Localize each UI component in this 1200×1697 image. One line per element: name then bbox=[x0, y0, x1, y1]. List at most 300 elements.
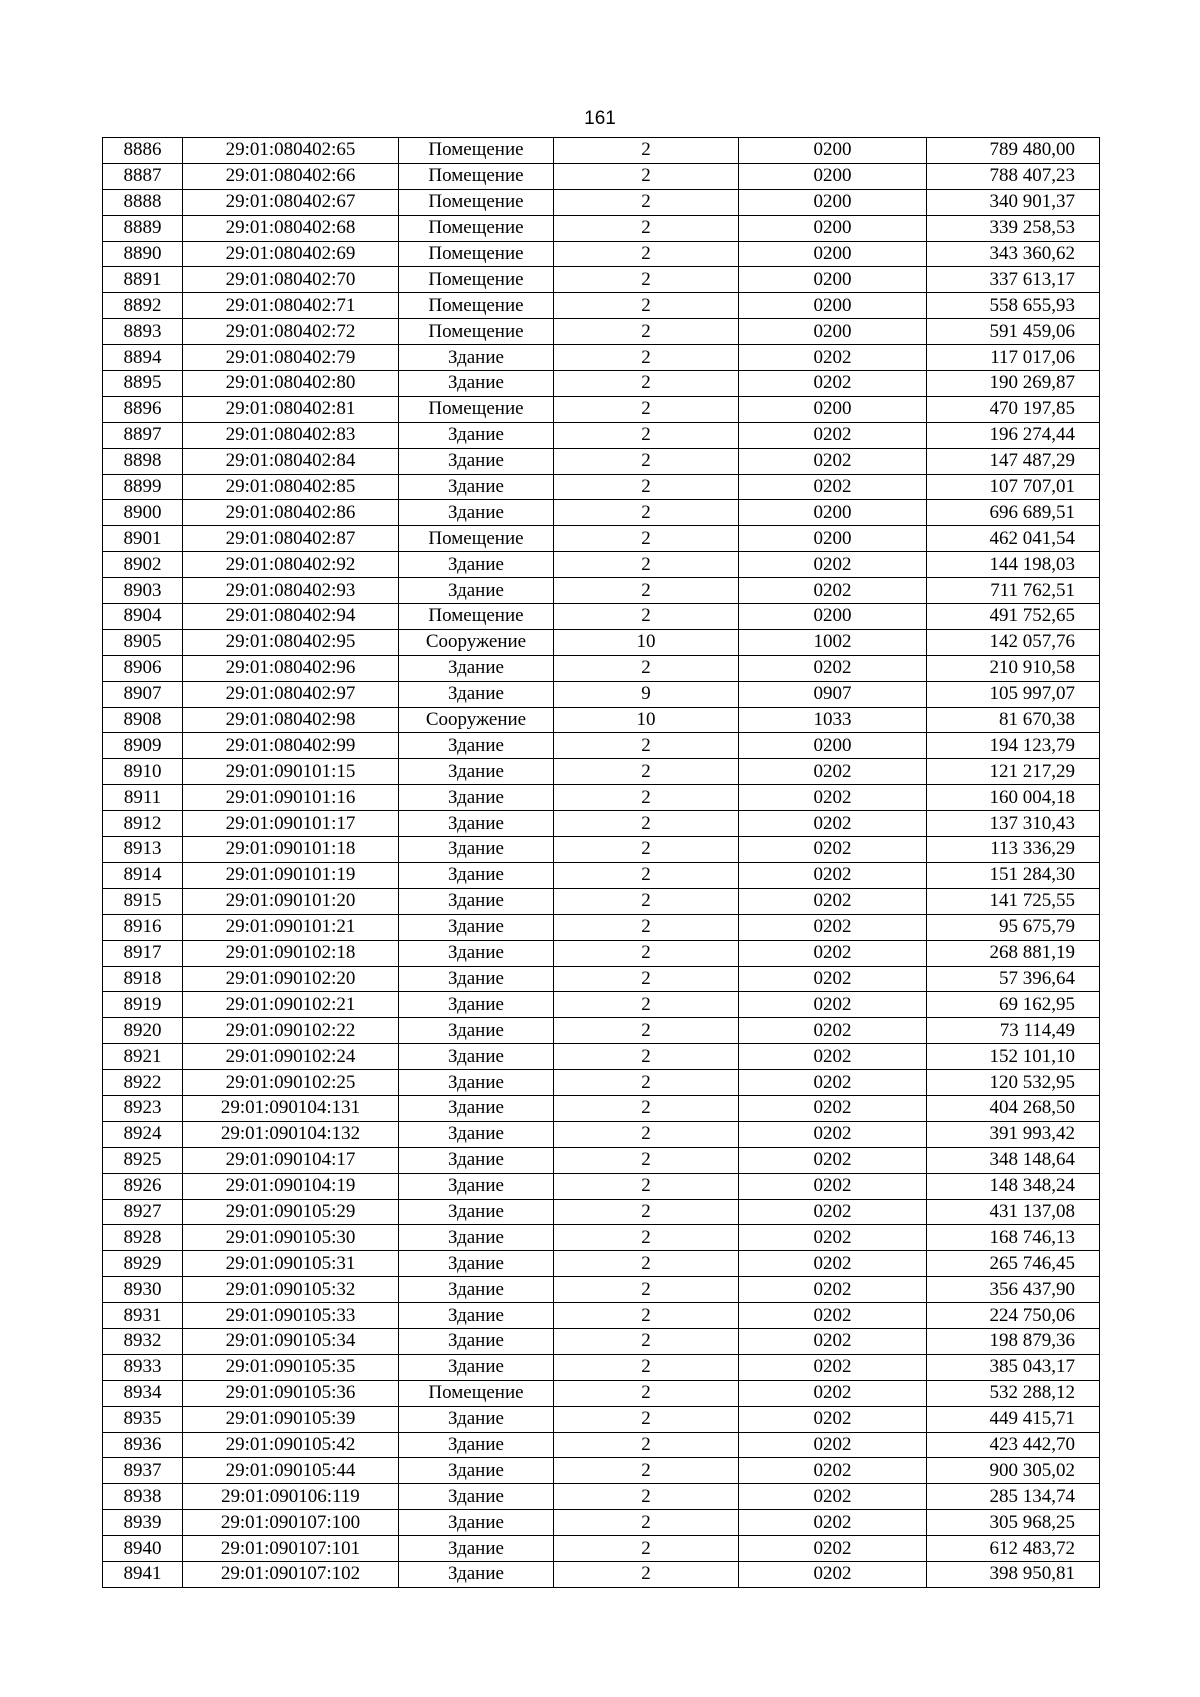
code-cell: 0200 bbox=[739, 526, 927, 552]
value-cell: 144 198,03 bbox=[927, 552, 1100, 578]
group-cell: 2 bbox=[554, 215, 739, 241]
value-cell: 391 993,42 bbox=[927, 1121, 1100, 1147]
code-cell: 0202 bbox=[739, 862, 927, 888]
table-row bbox=[103, 681, 1100, 707]
value-cell: 591 459,06 bbox=[927, 319, 1100, 345]
group-cell: 2 bbox=[554, 1354, 739, 1380]
code-cell: 0202 bbox=[739, 1121, 927, 1147]
group-cell: 2 bbox=[554, 189, 739, 215]
object-type-cell: Помещение bbox=[399, 267, 554, 293]
value-cell: 137 310,43 bbox=[927, 811, 1100, 837]
code-cell: 0202 bbox=[739, 759, 927, 785]
code-cell: 0202 bbox=[739, 1044, 927, 1070]
table-row bbox=[103, 1328, 1100, 1354]
code-cell: 0200 bbox=[739, 604, 927, 630]
cadastral-number-cell: 29:01:090105:42 bbox=[183, 1432, 399, 1458]
cadastral-number-cell: 29:01:080402:69 bbox=[183, 241, 399, 267]
object-type-cell: Здание bbox=[399, 1095, 554, 1121]
cadastral-number-cell: 29:01:090107:101 bbox=[183, 1536, 399, 1562]
table-row bbox=[103, 992, 1100, 1018]
cadastral-number-cell: 29:01:090102:21 bbox=[183, 992, 399, 1018]
group-cell: 2 bbox=[554, 888, 739, 914]
table-row bbox=[103, 785, 1100, 811]
table-body bbox=[103, 138, 1100, 1588]
cadastral-number-cell: 29:01:080402:87 bbox=[183, 526, 399, 552]
row-number-cell: 8893 bbox=[103, 319, 183, 345]
code-cell: 0202 bbox=[739, 1095, 927, 1121]
object-type-cell: Здание bbox=[399, 448, 554, 474]
group-cell: 2 bbox=[554, 267, 739, 293]
cadastral-number-cell: 29:01:080402:86 bbox=[183, 500, 399, 526]
value-cell: 340 901,37 bbox=[927, 189, 1100, 215]
row-number-cell: 8888 bbox=[103, 189, 183, 215]
code-cell: 0202 bbox=[739, 552, 927, 578]
table-row bbox=[103, 293, 1100, 319]
code-cell: 0202 bbox=[739, 1199, 927, 1225]
table-row bbox=[103, 1510, 1100, 1536]
object-type-cell: Здание bbox=[399, 888, 554, 914]
cadastral-number-cell: 29:01:090102:20 bbox=[183, 966, 399, 992]
row-number-cell: 8923 bbox=[103, 1095, 183, 1121]
code-cell: 0200 bbox=[739, 163, 927, 189]
table-row bbox=[103, 215, 1100, 241]
page-number: 161 bbox=[584, 108, 616, 129]
value-cell: 152 101,10 bbox=[927, 1044, 1100, 1070]
table-row bbox=[103, 189, 1100, 215]
group-cell: 2 bbox=[554, 448, 739, 474]
object-type-cell: Здание bbox=[399, 500, 554, 526]
table-row bbox=[103, 1173, 1100, 1199]
code-cell: 0200 bbox=[739, 189, 927, 215]
group-cell: 2 bbox=[554, 1406, 739, 1432]
code-cell: 0202 bbox=[739, 888, 927, 914]
group-cell: 2 bbox=[554, 422, 739, 448]
code-cell: 0200 bbox=[739, 396, 927, 422]
group-cell: 2 bbox=[554, 1536, 739, 1562]
code-cell: 0202 bbox=[739, 474, 927, 500]
table-row bbox=[103, 629, 1100, 655]
code-cell: 0200 bbox=[739, 293, 927, 319]
group-cell: 2 bbox=[554, 1277, 739, 1303]
table-row bbox=[103, 552, 1100, 578]
code-cell: 0200 bbox=[739, 215, 927, 241]
object-type-cell: Помещение bbox=[399, 241, 554, 267]
table-row bbox=[103, 1303, 1100, 1329]
group-cell: 2 bbox=[554, 345, 739, 371]
row-number-cell: 8910 bbox=[103, 759, 183, 785]
row-number-cell: 8890 bbox=[103, 241, 183, 267]
group-cell: 2 bbox=[554, 1121, 739, 1147]
table-row bbox=[103, 940, 1100, 966]
object-type-cell: Сооружение bbox=[399, 629, 554, 655]
group-cell: 2 bbox=[554, 1251, 739, 1277]
code-cell: 0200 bbox=[739, 138, 927, 164]
row-number-cell: 8891 bbox=[103, 267, 183, 293]
cadastral-number-cell: 29:01:080402:96 bbox=[183, 655, 399, 681]
code-cell: 0202 bbox=[739, 1536, 927, 1562]
object-type-cell: Здание bbox=[399, 1432, 554, 1458]
cadastral-number-cell: 29:01:080402:94 bbox=[183, 604, 399, 630]
row-number-cell: 8934 bbox=[103, 1380, 183, 1406]
cadastral-number-cell: 29:01:080402:66 bbox=[183, 163, 399, 189]
cadastral-number-cell: 29:01:080402:84 bbox=[183, 448, 399, 474]
cadastral-number-cell: 29:01:080402:85 bbox=[183, 474, 399, 500]
group-cell: 2 bbox=[554, 293, 739, 319]
value-cell: 95 675,79 bbox=[927, 914, 1100, 940]
value-cell: 160 004,18 bbox=[927, 785, 1100, 811]
table-row bbox=[103, 1147, 1100, 1173]
row-number-cell: 8912 bbox=[103, 811, 183, 837]
code-cell: 0202 bbox=[739, 992, 927, 1018]
value-cell: 57 396,64 bbox=[927, 966, 1100, 992]
value-cell: 337 613,17 bbox=[927, 267, 1100, 293]
cadastral-number-cell: 29:01:080402:83 bbox=[183, 422, 399, 448]
object-type-cell: Здание bbox=[399, 1070, 554, 1096]
table-row bbox=[103, 1277, 1100, 1303]
table-row bbox=[103, 1432, 1100, 1458]
value-cell: 190 269,87 bbox=[927, 371, 1100, 397]
group-cell: 2 bbox=[554, 1095, 739, 1121]
value-cell: 711 762,51 bbox=[927, 578, 1100, 604]
object-type-cell: Помещение bbox=[399, 163, 554, 189]
cadastral-number-cell: 29:01:080402:92 bbox=[183, 552, 399, 578]
group-cell: 2 bbox=[554, 500, 739, 526]
object-type-cell: Здание bbox=[399, 1354, 554, 1380]
object-type-cell: Здание bbox=[399, 837, 554, 863]
row-number-cell: 8902 bbox=[103, 552, 183, 578]
row-number-cell: 8916 bbox=[103, 914, 183, 940]
table-row bbox=[103, 371, 1100, 397]
object-type-cell: Здание bbox=[399, 1328, 554, 1354]
table-row bbox=[103, 966, 1100, 992]
value-cell: 151 284,30 bbox=[927, 862, 1100, 888]
group-cell: 2 bbox=[554, 914, 739, 940]
row-number-cell: 8939 bbox=[103, 1510, 183, 1536]
code-cell: 0202 bbox=[739, 1277, 927, 1303]
object-type-cell: Помещение bbox=[399, 215, 554, 241]
cadastral-number-cell: 29:01:080402:98 bbox=[183, 707, 399, 733]
code-cell: 0202 bbox=[739, 345, 927, 371]
table-row bbox=[103, 811, 1100, 837]
value-cell: 449 415,71 bbox=[927, 1406, 1100, 1432]
table-row bbox=[103, 1536, 1100, 1562]
table-row bbox=[103, 655, 1100, 681]
object-type-cell: Помещение bbox=[399, 138, 554, 164]
object-type-cell: Здание bbox=[399, 1199, 554, 1225]
object-type-cell: Здание bbox=[399, 785, 554, 811]
code-cell: 0200 bbox=[739, 241, 927, 267]
object-type-cell: Здание bbox=[399, 1303, 554, 1329]
value-cell: 147 487,29 bbox=[927, 448, 1100, 474]
row-number-cell: 8937 bbox=[103, 1458, 183, 1484]
code-cell: 0202 bbox=[739, 655, 927, 681]
table-row bbox=[103, 1458, 1100, 1484]
value-cell: 696 689,51 bbox=[927, 500, 1100, 526]
row-number-cell: 8929 bbox=[103, 1251, 183, 1277]
cadastral-number-cell: 29:01:090104:17 bbox=[183, 1147, 399, 1173]
cadastral-number-cell: 29:01:080402:93 bbox=[183, 578, 399, 604]
group-cell: 2 bbox=[554, 371, 739, 397]
row-number-cell: 8897 bbox=[103, 422, 183, 448]
value-cell: 69 162,95 bbox=[927, 992, 1100, 1018]
object-type-cell: Здание bbox=[399, 345, 554, 371]
object-type-cell: Здание bbox=[399, 1121, 554, 1147]
group-cell: 2 bbox=[554, 940, 739, 966]
group-cell: 2 bbox=[554, 1561, 739, 1587]
group-cell: 2 bbox=[554, 1458, 739, 1484]
cadastral-number-cell: 29:01:090105:44 bbox=[183, 1458, 399, 1484]
row-number-cell: 8911 bbox=[103, 785, 183, 811]
value-cell: 196 274,44 bbox=[927, 422, 1100, 448]
cadastral-number-cell: 29:01:090101:17 bbox=[183, 811, 399, 837]
object-type-cell: Здание bbox=[399, 940, 554, 966]
cadastral-number-cell: 29:01:090101:19 bbox=[183, 862, 399, 888]
group-cell: 2 bbox=[554, 862, 739, 888]
cadastral-number-cell: 29:01:090105:30 bbox=[183, 1225, 399, 1251]
row-number-cell: 8935 bbox=[103, 1406, 183, 1432]
value-cell: 142 057,76 bbox=[927, 629, 1100, 655]
code-cell: 0202 bbox=[739, 914, 927, 940]
row-number-cell: 8914 bbox=[103, 862, 183, 888]
object-type-cell: Здание bbox=[399, 552, 554, 578]
row-number-cell: 8931 bbox=[103, 1303, 183, 1329]
cadastral-number-cell: 29:01:090102:22 bbox=[183, 1018, 399, 1044]
group-cell: 2 bbox=[554, 733, 739, 759]
code-cell: 0202 bbox=[739, 1406, 927, 1432]
cadastral-number-cell: 29:01:080402:68 bbox=[183, 215, 399, 241]
value-cell: 356 437,90 bbox=[927, 1277, 1100, 1303]
value-cell: 194 123,79 bbox=[927, 733, 1100, 759]
object-type-cell: Здание bbox=[399, 1018, 554, 1044]
value-cell: 385 043,17 bbox=[927, 1354, 1100, 1380]
value-cell: 423 442,70 bbox=[927, 1432, 1100, 1458]
table-row bbox=[103, 1484, 1100, 1510]
group-cell: 2 bbox=[554, 1225, 739, 1251]
row-number-cell: 8918 bbox=[103, 966, 183, 992]
code-cell: 0202 bbox=[739, 811, 927, 837]
value-cell: 117 017,06 bbox=[927, 345, 1100, 371]
row-number-cell: 8940 bbox=[103, 1536, 183, 1562]
group-cell: 2 bbox=[554, 1510, 739, 1536]
value-cell: 107 707,01 bbox=[927, 474, 1100, 500]
code-cell: 0202 bbox=[739, 578, 927, 604]
table-row bbox=[103, 1018, 1100, 1044]
row-number-cell: 8913 bbox=[103, 837, 183, 863]
code-cell: 0200 bbox=[739, 319, 927, 345]
group-cell: 9 bbox=[554, 681, 739, 707]
object-type-cell: Здание bbox=[399, 1561, 554, 1587]
cadastral-number-cell: 29:01:090102:24 bbox=[183, 1044, 399, 1070]
group-cell: 2 bbox=[554, 1380, 739, 1406]
row-number-cell: 8930 bbox=[103, 1277, 183, 1303]
code-cell: 0202 bbox=[739, 1561, 927, 1587]
value-cell: 431 137,08 bbox=[927, 1199, 1100, 1225]
object-type-cell: Помещение bbox=[399, 293, 554, 319]
code-cell: 0200 bbox=[739, 500, 927, 526]
row-number-cell: 8932 bbox=[103, 1328, 183, 1354]
code-cell: 0202 bbox=[739, 1510, 927, 1536]
value-cell: 558 655,93 bbox=[927, 293, 1100, 319]
cadastral-number-cell: 29:01:090104:19 bbox=[183, 1173, 399, 1199]
cadastral-number-cell: 29:01:090102:18 bbox=[183, 940, 399, 966]
cadastral-number-cell: 29:01:080402:99 bbox=[183, 733, 399, 759]
object-type-cell: Здание bbox=[399, 966, 554, 992]
code-cell: 0202 bbox=[739, 1380, 927, 1406]
value-cell: 148 348,24 bbox=[927, 1173, 1100, 1199]
table-row bbox=[103, 1561, 1100, 1587]
table-row bbox=[103, 138, 1100, 164]
table-row bbox=[103, 837, 1100, 863]
value-cell: 121 217,29 bbox=[927, 759, 1100, 785]
row-number-cell: 8907 bbox=[103, 681, 183, 707]
group-cell: 2 bbox=[554, 578, 739, 604]
code-cell: 0202 bbox=[739, 837, 927, 863]
table-row bbox=[103, 396, 1100, 422]
table-row bbox=[103, 707, 1100, 733]
group-cell: 2 bbox=[554, 474, 739, 500]
table-row bbox=[103, 526, 1100, 552]
table-row bbox=[103, 474, 1100, 500]
object-type-cell: Здание bbox=[399, 655, 554, 681]
cadastral-number-cell: 29:01:080402:80 bbox=[183, 371, 399, 397]
object-type-cell: Здание bbox=[399, 1044, 554, 1070]
code-cell: 0907 bbox=[739, 681, 927, 707]
cadastral-number-cell: 29:01:090107:102 bbox=[183, 1561, 399, 1587]
object-type-cell: Здание bbox=[399, 1251, 554, 1277]
value-cell: 491 752,65 bbox=[927, 604, 1100, 630]
object-type-cell: Помещение bbox=[399, 396, 554, 422]
row-number-cell: 8892 bbox=[103, 293, 183, 319]
object-type-cell: Здание bbox=[399, 1458, 554, 1484]
group-cell: 2 bbox=[554, 1018, 739, 1044]
value-cell: 343 360,62 bbox=[927, 241, 1100, 267]
object-type-cell: Здание bbox=[399, 811, 554, 837]
cadastral-number-cell: 29:01:090105:35 bbox=[183, 1354, 399, 1380]
table-row bbox=[103, 914, 1100, 940]
row-number-cell: 8915 bbox=[103, 888, 183, 914]
row-number-cell: 8921 bbox=[103, 1044, 183, 1070]
cadastral-number-cell: 29:01:080402:81 bbox=[183, 396, 399, 422]
object-type-cell: Здание bbox=[399, 862, 554, 888]
row-number-cell: 8908 bbox=[103, 707, 183, 733]
cadastral-number-cell: 29:01:090104:131 bbox=[183, 1095, 399, 1121]
row-number-cell: 8896 bbox=[103, 396, 183, 422]
cadastral-number-cell: 29:01:090104:132 bbox=[183, 1121, 399, 1147]
group-cell: 2 bbox=[554, 785, 739, 811]
cadastral-number-cell: 29:01:080402:95 bbox=[183, 629, 399, 655]
object-type-cell: Здание bbox=[399, 1173, 554, 1199]
table-row bbox=[103, 1121, 1100, 1147]
value-cell: 73 114,49 bbox=[927, 1018, 1100, 1044]
table-row bbox=[103, 345, 1100, 371]
object-type-cell: Здание bbox=[399, 681, 554, 707]
code-cell: 0202 bbox=[739, 1354, 927, 1380]
table-row bbox=[103, 1380, 1100, 1406]
cadastral-number-cell: 29:01:090105:29 bbox=[183, 1199, 399, 1225]
table-row bbox=[103, 1070, 1100, 1096]
row-number-cell: 8889 bbox=[103, 215, 183, 241]
row-number-cell: 8941 bbox=[103, 1561, 183, 1587]
group-cell: 2 bbox=[554, 992, 739, 1018]
cadastral-number-cell: 29:01:080402:67 bbox=[183, 189, 399, 215]
object-type-cell: Здание bbox=[399, 733, 554, 759]
code-cell: 0202 bbox=[739, 422, 927, 448]
code-cell: 0202 bbox=[739, 1147, 927, 1173]
cadastral-number-cell: 29:01:090105:31 bbox=[183, 1251, 399, 1277]
row-number-cell: 8924 bbox=[103, 1121, 183, 1147]
value-cell: 268 881,19 bbox=[927, 940, 1100, 966]
table-row bbox=[103, 1354, 1100, 1380]
code-cell: 0202 bbox=[739, 1303, 927, 1329]
group-cell: 10 bbox=[554, 629, 739, 655]
value-cell: 789 480,00 bbox=[927, 138, 1100, 164]
object-type-cell: Здание bbox=[399, 1406, 554, 1432]
row-number-cell: 8917 bbox=[103, 940, 183, 966]
value-cell: 532 288,12 bbox=[927, 1380, 1100, 1406]
table-row bbox=[103, 1406, 1100, 1432]
table-row bbox=[103, 759, 1100, 785]
code-cell: 0202 bbox=[739, 1173, 927, 1199]
row-number-cell: 8906 bbox=[103, 655, 183, 681]
cadastral-number-cell: 29:01:090102:25 bbox=[183, 1070, 399, 1096]
row-number-cell: 8938 bbox=[103, 1484, 183, 1510]
code-cell: 0202 bbox=[739, 1018, 927, 1044]
cadastral-number-cell: 29:01:090101:21 bbox=[183, 914, 399, 940]
object-type-cell: Помещение bbox=[399, 189, 554, 215]
table-row bbox=[103, 862, 1100, 888]
value-cell: 141 725,55 bbox=[927, 888, 1100, 914]
table-row bbox=[103, 578, 1100, 604]
group-cell: 2 bbox=[554, 241, 739, 267]
value-cell: 339 258,53 bbox=[927, 215, 1100, 241]
row-number-cell: 8933 bbox=[103, 1354, 183, 1380]
group-cell: 2 bbox=[554, 552, 739, 578]
cadastral-table bbox=[102, 137, 1100, 1588]
group-cell: 2 bbox=[554, 138, 739, 164]
cadastral-number-cell: 29:01:090105:33 bbox=[183, 1303, 399, 1329]
code-cell: 0202 bbox=[739, 1225, 927, 1251]
table-row bbox=[103, 1044, 1100, 1070]
row-number-cell: 8898 bbox=[103, 448, 183, 474]
cadastral-number-cell: 29:01:090101:15 bbox=[183, 759, 399, 785]
group-cell: 2 bbox=[554, 319, 739, 345]
group-cell: 2 bbox=[554, 759, 739, 785]
group-cell: 2 bbox=[554, 1147, 739, 1173]
group-cell: 2 bbox=[554, 526, 739, 552]
object-type-cell: Помещение bbox=[399, 604, 554, 630]
group-cell: 2 bbox=[554, 1199, 739, 1225]
row-number-cell: 8903 bbox=[103, 578, 183, 604]
cadastral-number-cell: 29:01:080402:79 bbox=[183, 345, 399, 371]
row-number-cell: 8887 bbox=[103, 163, 183, 189]
object-type-cell: Здание bbox=[399, 1536, 554, 1562]
row-number-cell: 8922 bbox=[103, 1070, 183, 1096]
code-cell: 0202 bbox=[739, 785, 927, 811]
row-number-cell: 8909 bbox=[103, 733, 183, 759]
object-type-cell: Здание bbox=[399, 1225, 554, 1251]
table-row bbox=[103, 163, 1100, 189]
value-cell: 398 950,81 bbox=[927, 1561, 1100, 1587]
value-cell: 462 041,54 bbox=[927, 526, 1100, 552]
cadastral-number-cell: 29:01:080402:65 bbox=[183, 138, 399, 164]
code-cell: 0202 bbox=[739, 940, 927, 966]
value-cell: 224 750,06 bbox=[927, 1303, 1100, 1329]
group-cell: 2 bbox=[554, 1432, 739, 1458]
cadastral-number-cell: 29:01:080402:72 bbox=[183, 319, 399, 345]
value-cell: 105 997,07 bbox=[927, 681, 1100, 707]
cadastral-number-cell: 29:01:080402:71 bbox=[183, 293, 399, 319]
object-type-cell: Здание bbox=[399, 1147, 554, 1173]
